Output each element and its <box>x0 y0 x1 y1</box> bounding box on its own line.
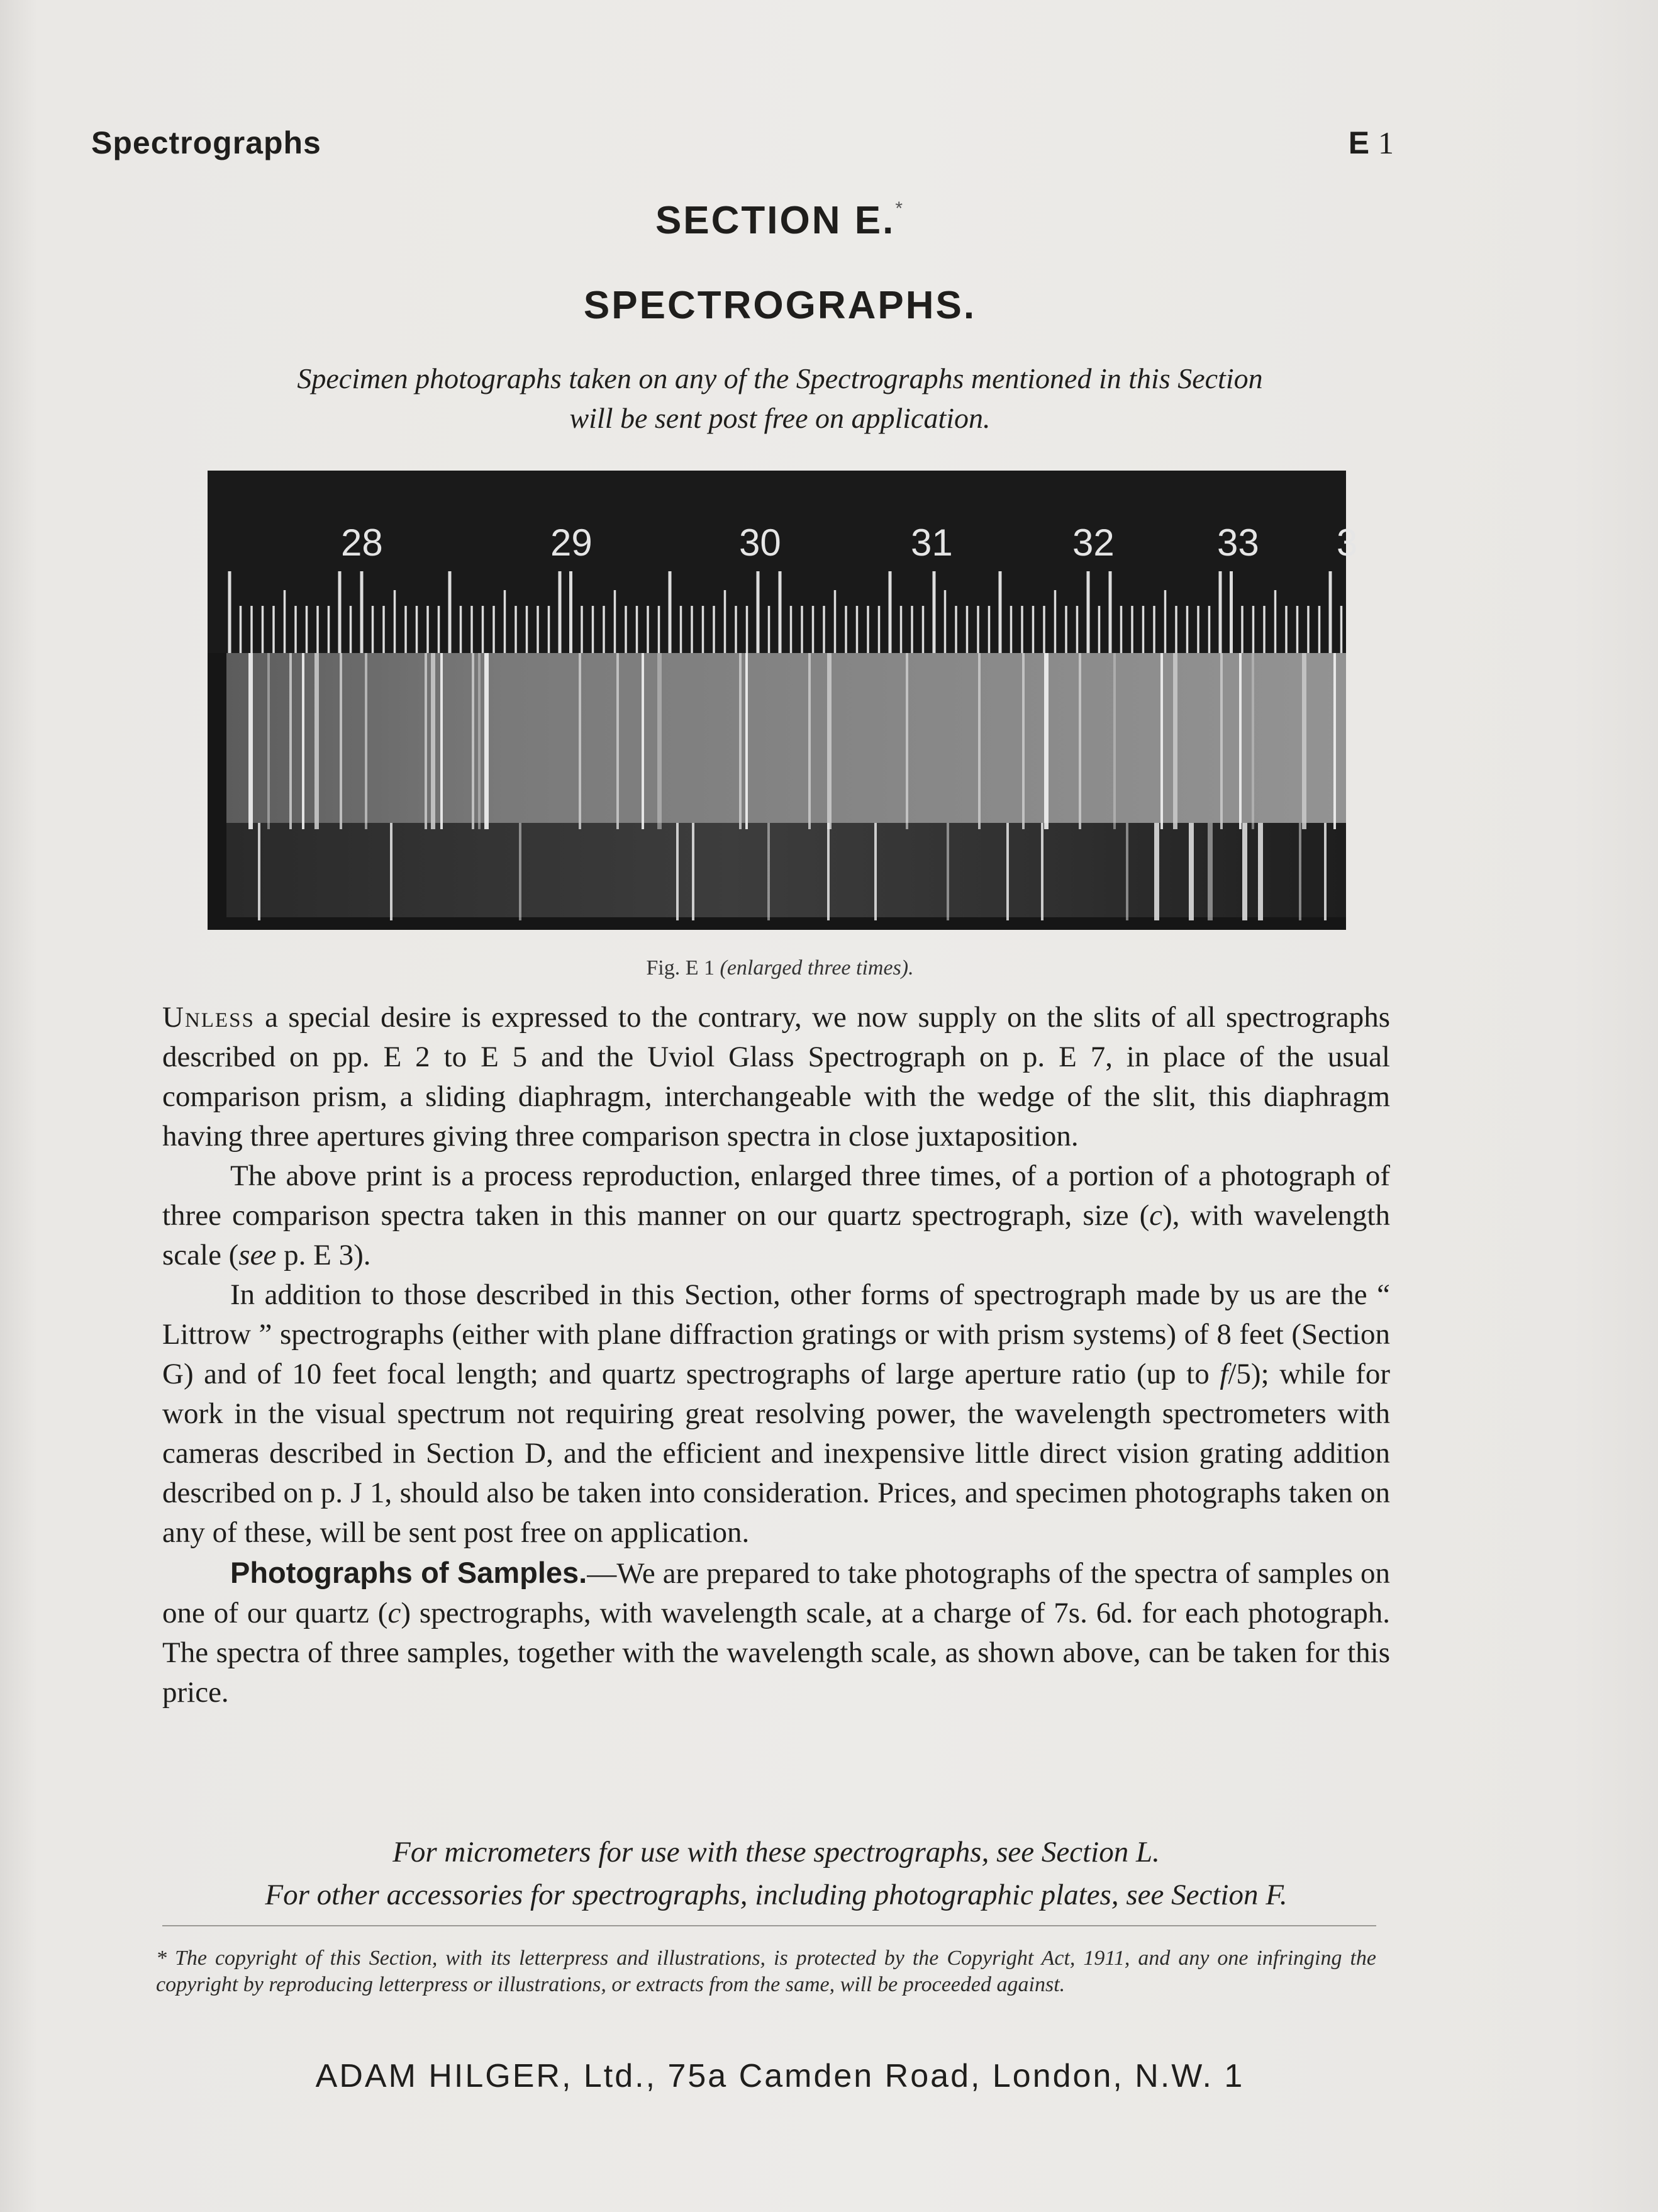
caption-label: Fig. E 1 <box>646 956 715 980</box>
spectral-line-middle <box>1239 653 1242 829</box>
spectral-line-lower <box>1154 823 1159 920</box>
running-title: Spectrographs <box>91 125 321 160</box>
spectral-line-middle <box>248 653 253 829</box>
spectral-line-middle <box>1252 653 1254 829</box>
middle-spectrum-band <box>226 653 1346 823</box>
spectral-line-middle <box>906 653 908 829</box>
paragraph-3-text-b: /5); while for work in the visual spectrum not requiring great resolving power, the wavelength spectrometers with cameras described in Section D, and the efficient and inexpensive little direct vision grating addition described on p. J 1, should also be taken into consideration. Prices, and specimen photographs taken on any of these, will be sent post free on application. <box>162 1358 1390 1549</box>
lower-spectrum-band <box>226 823 1346 917</box>
paragraph-2-text-b: ), with wavelength scale ( <box>162 1199 1390 1271</box>
spectral-line-middle <box>827 653 832 829</box>
spectral-line-middle <box>314 653 319 829</box>
spectral-line-lower <box>390 823 392 920</box>
paragraph-3-text-a: In addition to those described in this Section, other forms of spectrograph made by us are the “ Littrow ” spectrographs (either with plane diffraction gratings or with prism systems) of 8 feet (Section G) and of 10 feet focal length; and quartz spectrographs of large aperture ratio (up to <box>162 1278 1390 1390</box>
scale-label-30: 30 <box>739 522 781 564</box>
spectral-line-middle <box>365 653 367 829</box>
paragraph-3 <box>162 1275 1390 1553</box>
paragraph-2-text-end: p. E 3). <box>276 1239 371 1271</box>
copyright-footnote: * The copyright of this Section, with its letterpress and illustrations, is protected by the Copyright Act, 1911, and any one infringing the copyright by reproducing letterpress or illustrations, or extracts from the same, will be proceeded against. <box>156 1947 1376 1996</box>
spectral-line-middle <box>478 653 481 829</box>
footnote-divider <box>162 1925 1376 1926</box>
paragraph-4-size: c <box>387 1597 401 1629</box>
spectral-line-middle <box>340 653 342 829</box>
paragraph-4-text-a: —We are prepared to take photographs of the spectra of samples on one of our quartz ( <box>162 1557 1391 1629</box>
reference-1-section: Section L. <box>1041 1836 1160 1868</box>
spectral-line-lower <box>1041 823 1043 920</box>
spectral-line-lower <box>1258 823 1263 920</box>
spectral-line-middle <box>440 653 443 829</box>
copyright-mark: * <box>895 198 905 219</box>
spectral-line-lower <box>1126 823 1128 920</box>
scale-label-28: 28 <box>341 522 383 564</box>
spectral-line-lower <box>1242 823 1247 920</box>
scale-label-31: 31 <box>911 522 953 564</box>
spectral-line-middle <box>1333 653 1336 829</box>
figure-caption <box>0 956 1560 980</box>
intro-note <box>189 359 1371 438</box>
scale-label-33: 33 <box>1217 522 1259 564</box>
spectral-line-middle <box>579 653 581 829</box>
paragraph-2-size: c <box>1149 1199 1163 1232</box>
page-number <box>1349 125 1394 161</box>
spectral-line-middle <box>1302 653 1306 829</box>
spectral-line-lower <box>1299 823 1301 920</box>
spectral-line-middle <box>1022 653 1025 829</box>
section-label: SECTION E. <box>655 199 896 242</box>
cross-references <box>162 1831 1390 1916</box>
paragraph-2-see: see <box>238 1239 277 1271</box>
spectral-line-lower <box>1208 823 1213 920</box>
spectral-line-lower <box>676 823 679 920</box>
paragraph-4-heading: Photographs of Samples. <box>230 1556 587 1589</box>
paragraph-4-text-b: ) spectrographs, with wavelength scale, at a charge of 7s. 6d. for each photograph. The spectra of three samples, together with the wavelength scale, as shown above, can be taken for this price. <box>162 1597 1390 1709</box>
reference-micrometers <box>162 1831 1390 1874</box>
spectral-line-middle <box>1079 653 1081 829</box>
spectral-line-middle <box>808 653 811 829</box>
spectral-line-middle <box>289 653 292 829</box>
spectrum-photograph <box>208 471 1358 930</box>
spectral-line-middle <box>657 653 662 829</box>
spectral-line-middle <box>739 653 742 829</box>
spectral-line-middle <box>978 653 981 829</box>
paragraph-4 <box>162 1553 1390 1712</box>
publisher-imprint: ADAM HILGER, Ltd., 75a Camden Road, London, N.W. 1 <box>315 2058 1245 2094</box>
spectral-line-middle <box>745 653 748 829</box>
scale-label-32: 32 <box>1072 522 1115 564</box>
spectral-line-middle <box>472 653 474 829</box>
spectral-line-lower <box>874 823 877 920</box>
page-title: SPECTROGRAPHS. <box>583 284 977 327</box>
paragraph-3-f: f <box>1220 1358 1228 1390</box>
spectral-line-lower <box>692 823 694 920</box>
page-letter: E <box>1348 125 1370 160</box>
spectral-line-lower <box>1189 823 1194 920</box>
spectral-line-lower <box>767 823 770 920</box>
spectral-line-middle <box>484 653 489 829</box>
reference-accessories <box>162 1874 1390 1916</box>
paragraph-1-lead: Unless <box>162 1001 255 1034</box>
paragraph-2 <box>162 1156 1390 1275</box>
spectral-line-lower <box>1006 823 1009 920</box>
spectral-line-middle <box>431 653 435 829</box>
spectrum-figure <box>208 471 1358 930</box>
spectral-line-middle <box>1113 653 1116 829</box>
spectral-line-lower <box>827 823 830 920</box>
section-heading <box>0 198 1560 243</box>
paragraph-1-text: a special desire is expressed to the contrary, we now supply on the slits of all spectrographs described on pp. E 2 to E 5 and the Uviol Glass Spectrograph on p. E 7, in place of the usual comparison prism, a sliding diaphragm, interchangeable with the wedge of the slit, this diaphragm having three apertures giving three comparison spectra in close juxtaposition. <box>162 1001 1390 1153</box>
spectral-line-lower <box>1324 823 1327 920</box>
reference-2-section: Section F. <box>1171 1879 1288 1911</box>
spectral-line-middle <box>425 653 427 829</box>
paragraph-2-text-a: The above print is a process reproduction, enlarged three times, of a portion of a photograph of three comparison spectra taken in this manner on our quartz spectrograph, size ( <box>162 1159 1390 1232</box>
spectral-line-middle <box>267 653 270 829</box>
reference-2-text: For other accessories for spectrographs, including photographic plates, see <box>265 1879 1172 1911</box>
intro-line-2: will be sent post free on application. <box>569 402 991 434</box>
spectral-line-middle <box>1160 653 1163 829</box>
spectral-line-middle <box>642 653 644 829</box>
spectral-line-middle <box>1044 653 1049 829</box>
spectral-line-lower <box>519 823 521 920</box>
body-text <box>162 998 1390 1712</box>
reference-1-text: For micrometers for use with these spectrographs, see <box>392 1836 1042 1868</box>
spectral-line-middle <box>302 653 304 829</box>
caption-note: (enlarged three times). <box>720 956 914 980</box>
spectral-line-middle <box>1220 653 1223 829</box>
spectral-line-lower <box>947 823 949 920</box>
page-digit: 1 <box>1378 125 1394 160</box>
scale-label-cut: 3 <box>1337 522 1358 564</box>
spectral-line-middle <box>1173 653 1177 829</box>
paragraph-1 <box>162 998 1390 1156</box>
intro-line-1: Specimen photographs taken on any of the Spectrographs mentioned in this Section <box>297 362 1263 394</box>
spectral-line-lower <box>258 823 260 920</box>
spectral-line-middle <box>616 653 619 829</box>
scale-label-29: 29 <box>550 522 593 564</box>
